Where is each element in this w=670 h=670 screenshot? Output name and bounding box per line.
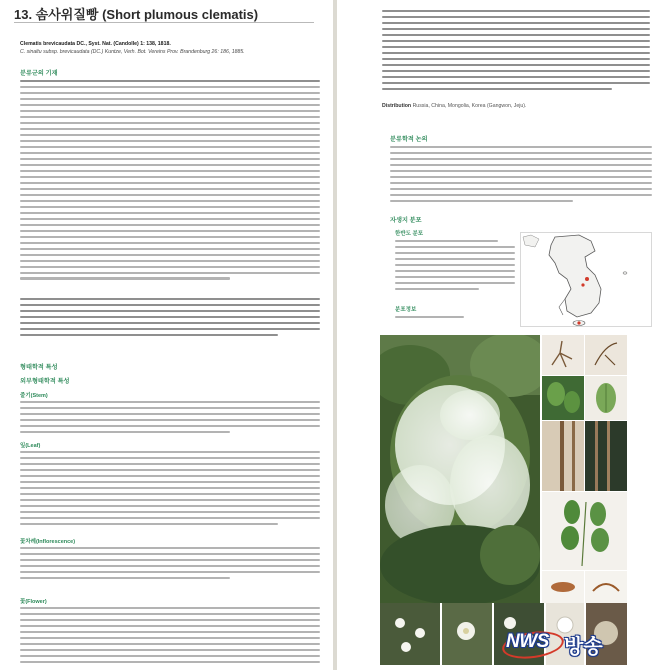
section-morphology-heading: 형태학적 특성: [20, 364, 58, 371]
subsection-leaf-heading: 잎(Leaf): [20, 443, 41, 449]
nws-broadcast-logo: [502, 628, 622, 658]
discussion-paragraph: [390, 146, 652, 210]
left-page: [0, 0, 333, 670]
inflorescence-paragraph: [20, 547, 320, 591]
species-title: 13. 솜사위질빵 (Short plumous clematis): [14, 7, 259, 22]
occurrence-point-gangwon: [585, 277, 589, 281]
distribution-label: Distribution: [382, 103, 412, 109]
leaf-paragraph: [20, 451, 320, 533]
section-discussion-heading: 분류학적 논의: [390, 136, 428, 143]
occurrence-point-jeju: [577, 321, 580, 324]
distribution-info-line: [395, 316, 475, 326]
subsection-korea-distribution-heading: 한반도 분포: [395, 231, 424, 237]
stem-paragraph: [20, 401, 320, 437]
occurrence-point-gangwon-2: [581, 283, 584, 286]
english-description-paragraph: [20, 298, 320, 342]
stem-photo-2: [585, 421, 627, 491]
seedling-photo: [585, 335, 627, 375]
seed-photo-2: [585, 571, 627, 603]
distribution-text: Russia, China, Mongolia, Korea (Gangwon, Jeju).: [412, 103, 527, 109]
korean-description-paragraph: [20, 80, 320, 290]
logo-brand-text: NWS: [506, 631, 549, 652]
title-rule: [14, 22, 314, 23]
habitat-photo: [380, 335, 540, 603]
leaf-photo: [542, 376, 584, 420]
subsection-external-heading: 외부형태학적 특성: [20, 378, 70, 385]
citation-accepted-name: Clematis brevicaudata DC., Syst. Nat. (Candolle) 1: 138, 1818.: [20, 41, 171, 47]
section-habitat-heading: 자생지 분포: [390, 217, 422, 224]
subsection-stem-heading: 줄기(Stem): [20, 393, 48, 399]
subsection-distribution-info-heading: 분포정보: [395, 307, 417, 313]
section-classification-heading: 분류군의 기재: [20, 70, 58, 77]
korea-distribution-map: [520, 232, 652, 327]
distribution-line: [382, 103, 526, 109]
seed-photo-1: [542, 571, 584, 603]
citation-synonym: C. sinaltu subsp. brevicaudata (DC.) Kuntze, Verh. Bot. Vereins Prov. Brandenburg 26: 186, 1885.: [20, 49, 245, 55]
logo-suffix-text: 방송: [564, 636, 603, 658]
subsection-flower-heading: 꽃(Flower): [20, 599, 47, 605]
stem-photo-1: [542, 421, 584, 491]
subsection-inflorescence-heading: 꽃차례(Inflorescence): [20, 539, 76, 545]
flower-photo-1: [380, 603, 440, 665]
leaf-branch-photo: [542, 492, 627, 570]
habitat-paragraph: [395, 240, 515, 300]
leaf-detail-photo: [585, 376, 627, 420]
flower-photo-2: [442, 603, 492, 665]
root-photo: [542, 335, 584, 375]
flower-paragraph: [20, 607, 320, 667]
english-description-continued: [382, 10, 650, 90]
